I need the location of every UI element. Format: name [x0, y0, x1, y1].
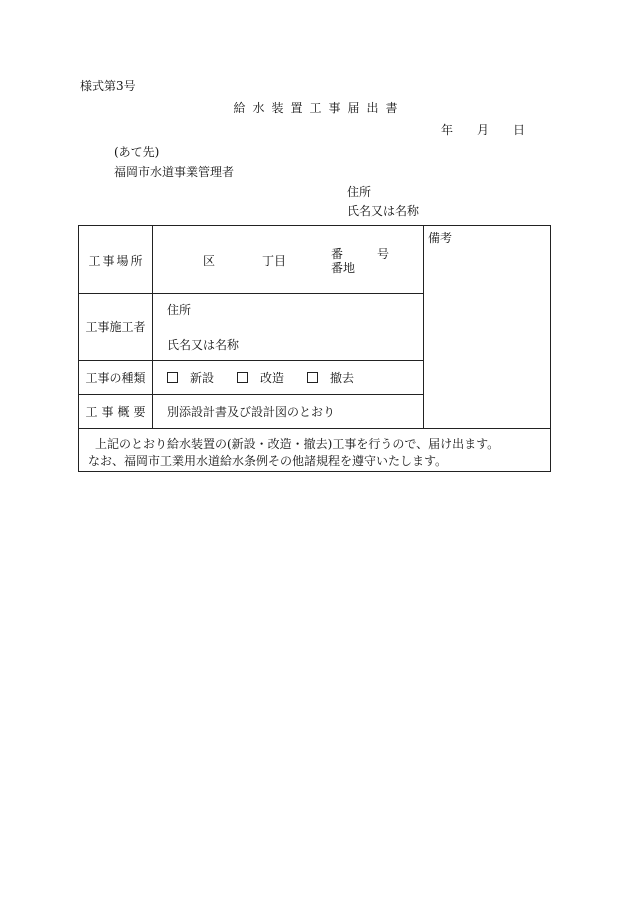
option-new-label: 新設: [190, 371, 215, 385]
checkbox-new[interactable]: [167, 372, 178, 383]
site-label: 工事場所: [88, 254, 145, 268]
site-ban-label: 番: [331, 247, 344, 261]
work-type-label: 工事の種類: [85, 371, 146, 385]
checkbox-modify[interactable]: [237, 372, 248, 383]
contractor-name-label: 氏名又は名称: [167, 338, 240, 352]
work-type-option-new[interactable]: [167, 372, 214, 384]
row-divider-site: [79, 293, 423, 294]
option-modify-label: 改造: [260, 371, 285, 385]
row-divider-contractor: [79, 360, 423, 361]
applicant-name-label: 氏名又は名称: [347, 204, 420, 218]
work-summary-value: 別添設計書及び設計図のとおり: [167, 405, 336, 419]
work-type-option-modify[interactable]: [237, 372, 284, 384]
applicant-address-label: 住所: [347, 185, 372, 199]
site-chome-label: 丁目: [262, 254, 287, 268]
remarks-column-divider: [423, 226, 424, 428]
remarks-label: 備考: [428, 231, 453, 245]
notification-form-table: [78, 225, 551, 472]
site-ward-label: 区: [203, 254, 216, 268]
contractor-address-label: 住所: [167, 303, 192, 317]
label-column-divider: [152, 226, 153, 428]
declaration-line-1: 上記のとおり給水装置の(新設・改造・撤去)工事を行うので、届け出ます。: [95, 437, 500, 451]
option-remove-label: 撤去: [330, 371, 355, 385]
declaration-line-2: なお、福岡市工業用水道給水条例その他諸規程を遵守いたします。: [88, 454, 448, 468]
work-summary-label: 工事概要: [85, 405, 150, 419]
row-divider-type: [79, 394, 423, 395]
checkbox-remove[interactable]: [307, 372, 318, 383]
form-number: 様式第3号: [80, 79, 136, 93]
document-title: 給水装置工事届出書: [233, 101, 405, 115]
contractor-label: 工事施工者: [85, 320, 146, 334]
addressee-name: 福岡市水道事業管理者: [114, 165, 235, 179]
date-month-label: 月: [477, 123, 490, 137]
site-banchi-label: 番地: [331, 261, 356, 275]
date-day-label: 日: [513, 123, 526, 137]
addressee-label: (あて先): [114, 145, 160, 159]
work-type-option-remove[interactable]: [307, 372, 354, 384]
date-year-label: 年: [441, 123, 454, 137]
row-divider-summary: [79, 428, 550, 429]
site-go-label: 号: [377, 247, 390, 261]
